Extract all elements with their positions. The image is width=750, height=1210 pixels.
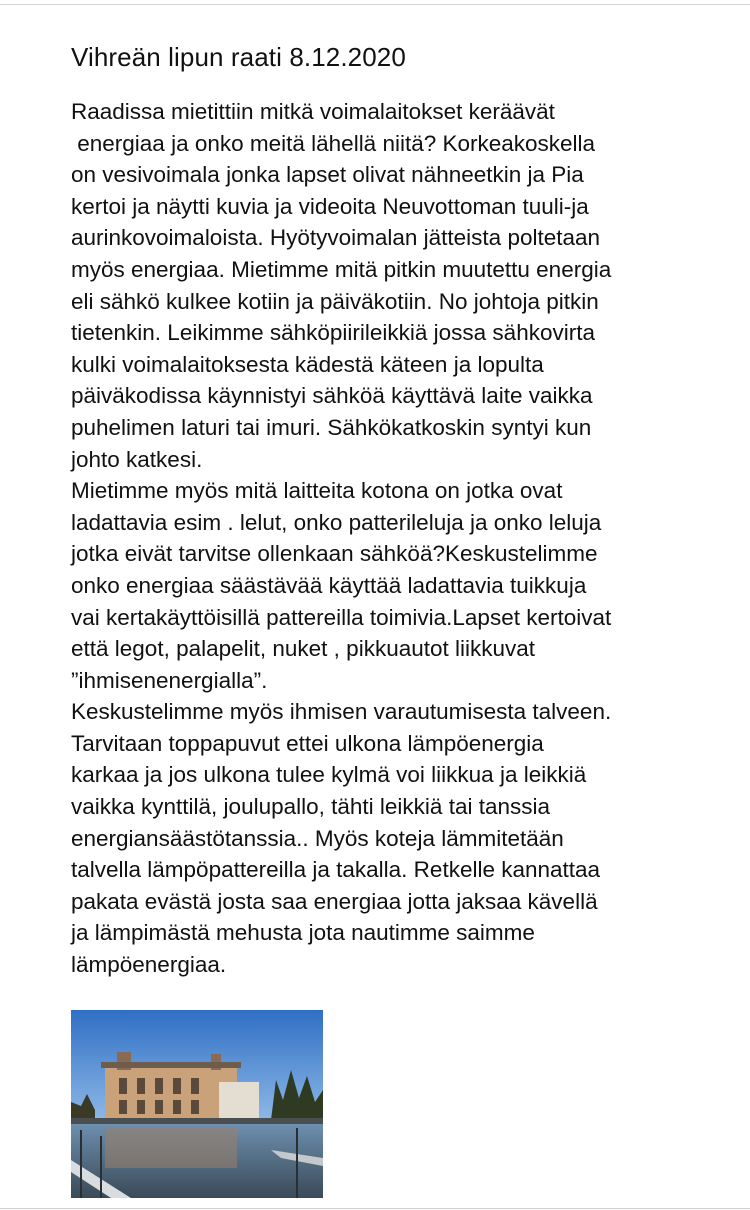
hydro-power-plant-photo[interactable] <box>71 1010 323 1198</box>
second-photo-edge[interactable] <box>71 1204 323 1210</box>
paragraph-winter: Keskustelimme myös ihmisen varautumisesta talveen. Tarvitaan toppapuvut ettei ulkona lämpöenergia karkaa ja jos ulkona tulee kylmä voi liikkua ja leikkiä vaikka kynttilä, joulupallo, tähti leikkiä tai tanssia energiansäästötanssia.. Myös koteja lämmitetään talvella lämpöpattereilla ja takalla. Retkelle kannattaa pakata evästä josta saa energiaa jotta jaksaa kävellä ja lämpimästä mehusta jota nautimme saimme lämpöenergiaa. <box>71 699 612 978</box>
bottom-divider <box>0 1208 750 1209</box>
paragraph-power-plants: Raadissa mietittiin mitkä voimalaitokset keräävät energiaa ja onko meitä lähellä niitä? Korkeakoskella on vesivoimala jonka lapset olivat nähneetkin ja Pia kertoi ja näytti kuvia ja videoita Neuvottoman tuuli-ja aurinkovoimaloista. Hyötyvoimalan jätteista poltetaan myös energiaa. Mietimme mitä pitkin muutettu energia eli sähkö kulkee kotiin ja päiväkotiin. No johtoja pitkin tietenkin. Leikimme sähköpiirileikkiä jossa sähkovirta kulki voimalaitoksesta kädestä käteen ja lopulta päiväkodissa käynnistyi sähköä käyttävä laite vaikka puhelimen laturi tai imuri. Sähkökatkoskin syntyi kun johto katkesi. <box>71 99 612 472</box>
document-body <box>71 40 721 981</box>
document-title: Vihreän lipun raati 8.12.2020 <box>71 42 406 72</box>
paragraph-toys: Mietimme myös mitä laitteita kotona on jotka ovat ladattavia esim . lelut, onko patterileluja ja onko leluja jotka eivät tarvitse ollenkaan sähköä?Keskustelimme onko energiaa säästävää käyttää ladattavia tuikkuja vai kertakäyttöisillä pattereilla toimivia.Lapset kertoivat että legot, palapelit, nuket , pikkuautot liikkuvat ”ihmisenenergialla”. <box>71 478 612 693</box>
top-divider <box>0 4 750 5</box>
